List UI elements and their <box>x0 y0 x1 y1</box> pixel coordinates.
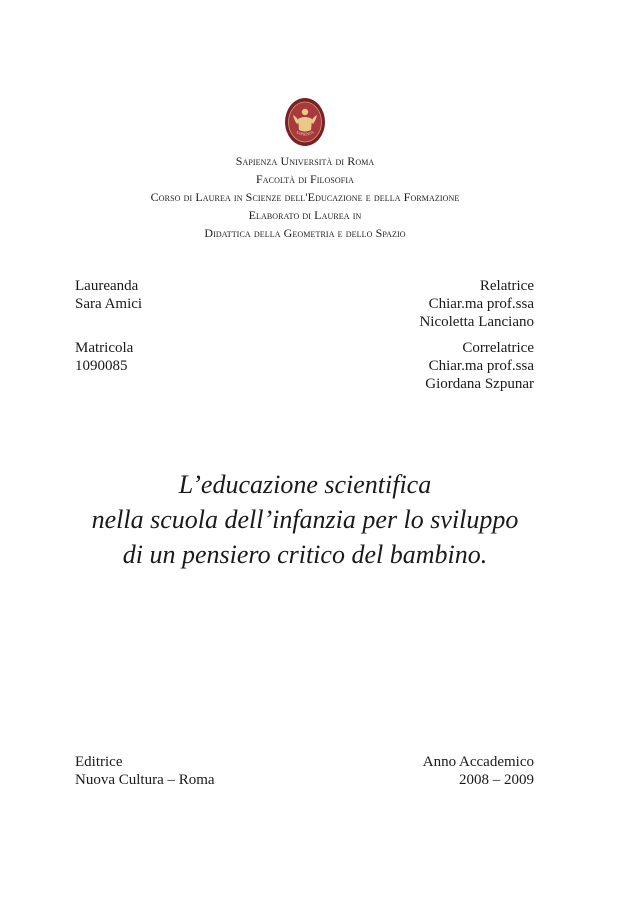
thesis-type: Elaborato di Laurea in <box>248 208 362 222</box>
subject-name: Didattica della Geometria e dello Spazio <box>204 226 406 240</box>
student-name: Sara Amici <box>75 296 143 312</box>
supervisor-name: Nicoletta Lanciano <box>419 314 534 330</box>
seal-caption: SAPIENZA <box>295 129 315 137</box>
academic-year-block <box>423 753 534 789</box>
publisher-block <box>75 753 215 789</box>
academic-year-value: 2008 – 2009 <box>459 772 534 788</box>
matricola-label: Matricola <box>75 340 134 356</box>
thesis-title <box>40 467 570 572</box>
supervisor-title: Chiar.ma prof.ssa <box>428 296 534 312</box>
supervisor-block <box>419 277 534 331</box>
supervisor-role-label: Relatrice <box>479 278 534 294</box>
co-supervisor-block <box>425 339 534 393</box>
university-seal-logo <box>284 97 326 147</box>
publisher-label: Editrice <box>75 754 123 770</box>
co-supervisor-role-label: Correlatrice <box>462 340 534 356</box>
thesis-title-line: nella scuola dell’infanzia per lo sviluppo <box>91 505 519 534</box>
student-block <box>75 277 142 313</box>
co-supervisor-name: Giordana Szpunar <box>425 376 534 392</box>
matricola-value: 1090085 <box>75 358 128 374</box>
academic-year-label: Anno Accademico <box>422 754 534 770</box>
thesis-title-line: di un pensiero critico del bambino. <box>122 540 488 569</box>
co-supervisor-title: Chiar.ma prof.ssa <box>428 358 534 374</box>
faculty-name: Facoltà di Filosofia <box>256 172 354 186</box>
degree-course: Corso di Laurea in Scienze dell'Educazione e della Formazione <box>150 190 460 204</box>
publisher-value: Nuova Cultura – Roma <box>75 772 215 788</box>
institution-header <box>40 152 570 242</box>
matricola-block <box>75 339 133 375</box>
thesis-title-line: L’educazione scientifica <box>178 470 432 499</box>
university-name: Sapienza Università di Roma <box>235 154 375 168</box>
student-role-label: Laureanda <box>75 278 139 294</box>
